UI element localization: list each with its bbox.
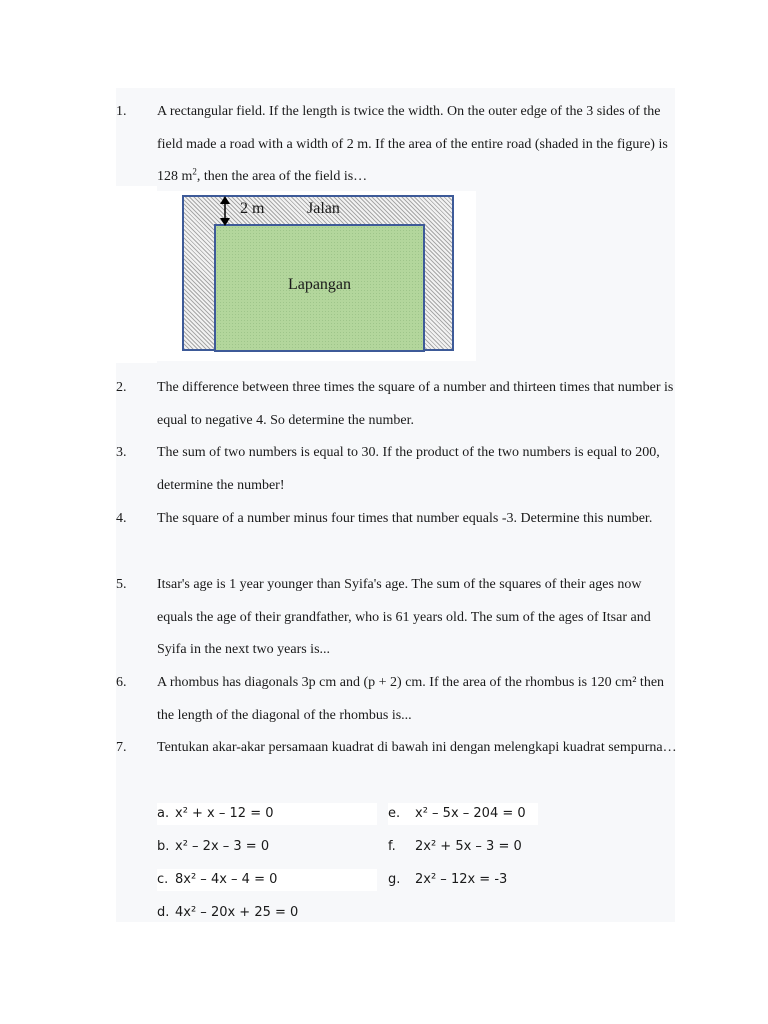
equation-letter: f. [388,839,396,854]
equation-letter: a. [157,806,170,821]
equation-letter: g. [388,872,401,887]
equation-e [388,803,538,825]
question-text: The square of a number minus four times that number equals -3. Determine this number. [157,511,653,526]
equation-c [157,869,377,891]
equation-letter: b. [157,839,170,854]
question-text: A rhombus has diagonals 3p cm and (p + 2) cm. If the area of the rhombus is 120 cm² then the length of the diagonal of the rhombus is... [157,675,665,723]
question-text-part: A rectangular field. If the length is twice the width. On the outer edge of the 3 sides of the field made a road with a width of 2 m. If the area of the entire road (shaded in the figure) is 128 m [157,104,668,184]
field-road-figure [157,191,476,361]
question-number: 6. [116,675,127,690]
question-number: 4. [116,511,127,526]
question-text: The difference between three times the square of a number and thirteen times that number is equal to negative 4. So determine the number. [157,380,674,428]
equation-expression: x² + x – 12 = 0 [175,806,274,821]
equation-letter: d. [157,905,170,920]
double-arrow-icon [218,196,232,226]
question-text: Itsar's age is 1 year younger than Syifa's age. The sum of the squares of their ages now equals the age of their grandfather, who is 61 years old. The sum of the ages of Itsar and Syifa in the next two years is... [157,577,651,657]
question-number: 3. [116,445,127,460]
field-label: Lapangan [287,276,352,293]
equation-expression: x² – 5x – 204 = 0 [415,806,526,821]
question-text-part: , then the area of the field is… [196,169,368,184]
question-number: 5. [116,577,127,592]
equation-a [157,803,377,825]
equation-f [388,836,522,858]
equation-expression: 4x² – 20x + 25 = 0 [175,905,299,920]
equation-b [157,836,269,858]
equation-letter: e. [388,806,401,821]
equation-g [388,869,507,891]
question-number: 1. [116,104,127,119]
equation-letter: c. [157,872,169,887]
question-text: The sum of two numbers is equal to 30. If the product of the two numbers is equal to 200, determine the number! [157,445,660,493]
equation-expression: x² – 2x – 3 = 0 [175,839,270,854]
question-text [157,96,677,194]
superscript: 2 [192,166,197,177]
road-width-label: 2 m [240,200,265,217]
equation-d [157,902,298,924]
question-number: 2. [116,380,127,395]
equation-expression: 2x² – 12x = -3 [415,872,508,887]
question-text: Tentukan akar-akar persamaan kuadrat di bawah ini dengan melengkapi kuadrat sempurna… [157,740,677,755]
figure-gap [116,186,157,363]
equation-expression: 8x² – 4x – 4 = 0 [175,872,278,887]
road-label: Jalan [307,200,340,217]
equation-expression: 2x² + 5x – 3 = 0 [415,839,522,854]
question-number: 7. [116,740,127,755]
